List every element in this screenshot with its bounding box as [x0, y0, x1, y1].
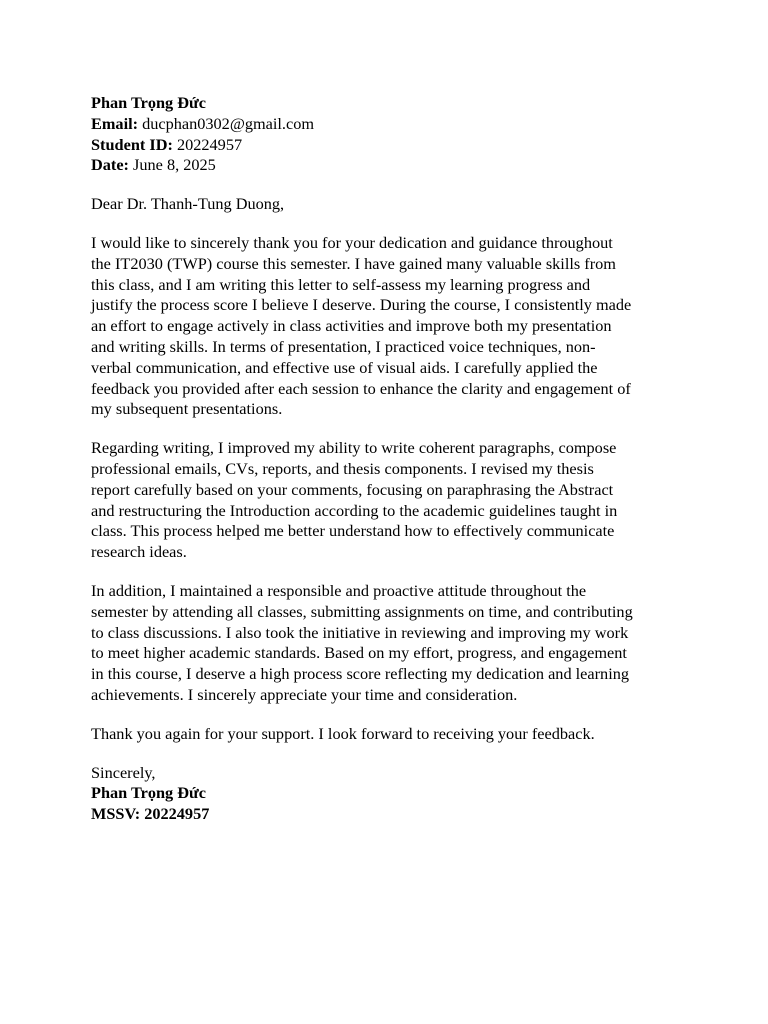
- signature-block: [91, 763, 681, 825]
- paragraph-line: this class, and I am writing this letter to self-assess my learning progress and: [91, 274, 591, 294]
- paragraph-line: Regarding writing, I improved my ability to write coherent paragraphs, compose: [91, 438, 617, 458]
- paragraph-line: and writing skills. In terms of presentation, I practiced voice techniques, non-: [91, 336, 596, 356]
- paragraph-line: Thank you again for your support. I look forward to receiving your feedback.: [91, 723, 595, 743]
- paragraph-line: report carefully based on your comments, focusing on paraphrasing the Abstract: [91, 479, 614, 499]
- email-label: Email:: [91, 113, 139, 133]
- signature-name: Phan Trọng Đức: [91, 783, 207, 803]
- greeting: Dear Dr. Thanh-Tung Duong,: [91, 194, 285, 214]
- email-value: ducphan0302@gmail.com: [142, 113, 315, 133]
- paragraph-line: in this course, I deserve a high process score reflecting my dedication and learning: [91, 664, 629, 684]
- date-value: June 8, 2025: [133, 155, 216, 175]
- email-line: [91, 114, 681, 135]
- date-label: Date:: [91, 155, 129, 175]
- paragraph-line: my subsequent presentations.: [91, 399, 283, 419]
- sender-info: [91, 93, 681, 176]
- paragraph-2: [91, 438, 681, 563]
- paragraph-line: feedback you provided after each session to enhance the clarity and engagement of: [91, 378, 631, 398]
- sender-name: Phan Trọng Đức: [91, 93, 207, 112]
- student-id-value: 20224957: [176, 134, 243, 154]
- paragraph-line: semester by attending all classes, submitting assignments on time, and contributing: [91, 601, 633, 621]
- paragraph-4: [91, 724, 681, 745]
- paragraph-line: and restructuring the Introduction according to the academic guidelines taught in: [91, 500, 618, 520]
- student-id-label: Student ID:: [91, 134, 173, 154]
- paragraph-line: professional emails, CVs, reports, and thesis components. I revised my thesis: [91, 458, 594, 478]
- student-id-line: [91, 135, 681, 156]
- paragraph-line: class. This process helped me better understand how to effectively communicate: [91, 521, 615, 541]
- paragraph-1: [91, 233, 681, 420]
- paragraph-3: [91, 581, 681, 706]
- paragraph-line: to meet higher academic standards. Based on my effort, progress, and engagement: [91, 643, 627, 663]
- paragraph-line: In addition, I maintained a responsible and proactive attitude throughout the: [91, 580, 587, 600]
- date-line: [91, 155, 681, 176]
- student-code: MSSV: 20224957: [91, 804, 210, 824]
- valediction: Sincerely,: [91, 762, 156, 782]
- paragraph-line: research ideas.: [91, 542, 187, 562]
- paragraph-line: justify the process score I believe I deserve. During the course, I consistently made: [91, 295, 632, 315]
- paragraph-line: the IT2030 (TWP) course this semester. I have gained many valuable skills from: [91, 253, 616, 273]
- paragraph-line: to class discussions. I also took the initiative in reviewing and improving my work: [91, 622, 629, 642]
- paragraph-line: achievements. I sincerely appreciate your time and consideration.: [91, 684, 518, 704]
- paragraph-line: an effort to engage actively in class activities and improve both my presentation: [91, 316, 612, 336]
- paragraph-line: I would like to sincerely thank you for your dedication and guidance throughout: [91, 232, 613, 252]
- paragraph-line: verbal communication, and effective use of visual aids. I carefully applied the: [91, 357, 598, 377]
- letter-body: [91, 93, 681, 825]
